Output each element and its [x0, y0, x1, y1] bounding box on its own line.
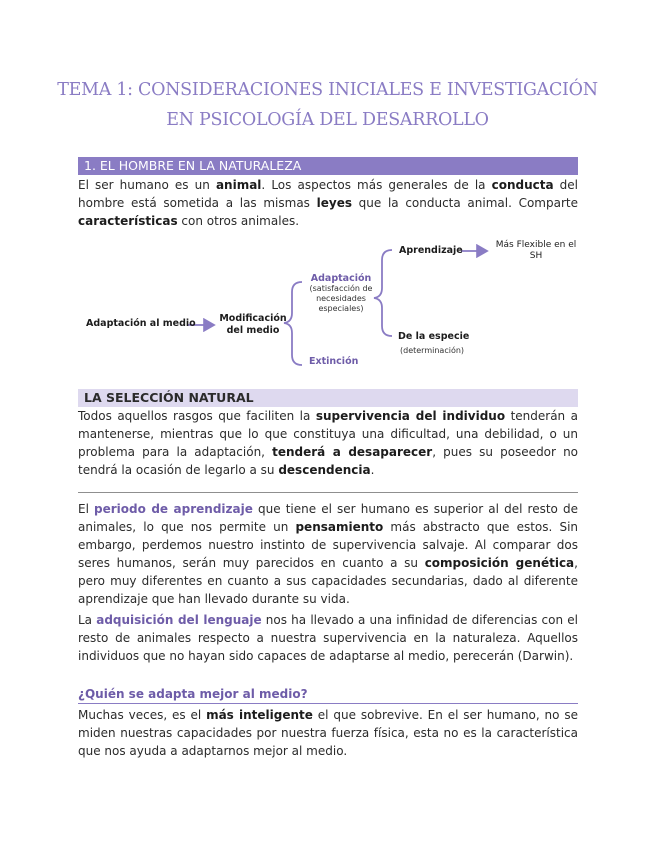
page-title-line-1: TEMA 1: CONSIDERACIONES INICIALES E INVESTIGACIÓN	[57, 80, 598, 100]
paragraph-periodo-aprendizaje: El periodo de aprendizaje que tiene el ser humano es superior al del resto de animales, lo que nos permite un pensamiento más abstracto que estos. Sin embargo, perdemos nuestro instinto de supervivencia salvaje. Al comparar dos seres humanos, serán muy parecidos en cuanto a su composición genética, pero muy diferentes en cuanto a sus capacidades secundarias, dado al diferente aprendizaje que han llevado durante su vida.	[78, 502, 579, 606]
paragraph-adquisicion-lenguaje: La adquisición del lenguaje nos ha llevado a una infinidad de diferencias con el resto de animales respecto a nuestra supervivencia en la naturaleza. Aquellos individuos que no hayan sido capaces de adaptarse al medio, perecerán (Darwin).	[78, 613, 578, 663]
label-aprendizaje: Aprendizaje	[399, 245, 463, 256]
section-heading-hombre-naturaleza: 1. EL HOMBRE EN LA NATURALEZA	[78, 157, 578, 175]
question-heading: ¿Quién se adapta mejor al medio?	[78, 686, 578, 704]
label-modificacion-del-medio: Modificación del medio	[219, 313, 287, 336]
label-adaptacion-block: Adaptación (satisfacción de necesidades especiales)	[309, 273, 373, 313]
label-extincion: Extinción	[309, 356, 359, 367]
page-title-line-2: EN PSICOLOGÍA DEL DESARROLLO	[166, 110, 489, 130]
paragraph-mas-inteligente: Muchas veces, es el más inteligente el que sobrevive. En el ser humano, no se miden nuestras capacidades por nuestra fuerza física, esta no es la característica que nos ayuda a adaptarnos mejor al medio.	[78, 708, 578, 758]
divider	[78, 492, 578, 493]
section-heading-seleccion-natural: LA SELECCIÓN NATURAL	[78, 389, 578, 407]
paragraph-hombre-animal: El ser humano es un animal. Los aspectos más generales de la conducta del hombre está sometida a las mismas leyes que la conducta animal. Comparte características con otros animales.	[78, 178, 579, 228]
label-mas-flexible: Más Flexible en el SH	[495, 240, 577, 261]
paragraph-seleccion-natural: Todos aquellos rasgos que faciliten la supervivencia del individuo tenderán a mantenerse, mientras que lo que constituya una dificultad, una debilidad, o un problema para la adaptación, tenderá a desaparecer, pues su poseedor no tendrá la ocasión de legarlo a su descendencia.	[78, 409, 579, 477]
label-determinacion: (determinación)	[400, 346, 465, 355]
label-de-la-especie: De la especie	[398, 331, 470, 342]
label-adaptacion-al-medio: Adaptación al medio	[86, 318, 196, 329]
